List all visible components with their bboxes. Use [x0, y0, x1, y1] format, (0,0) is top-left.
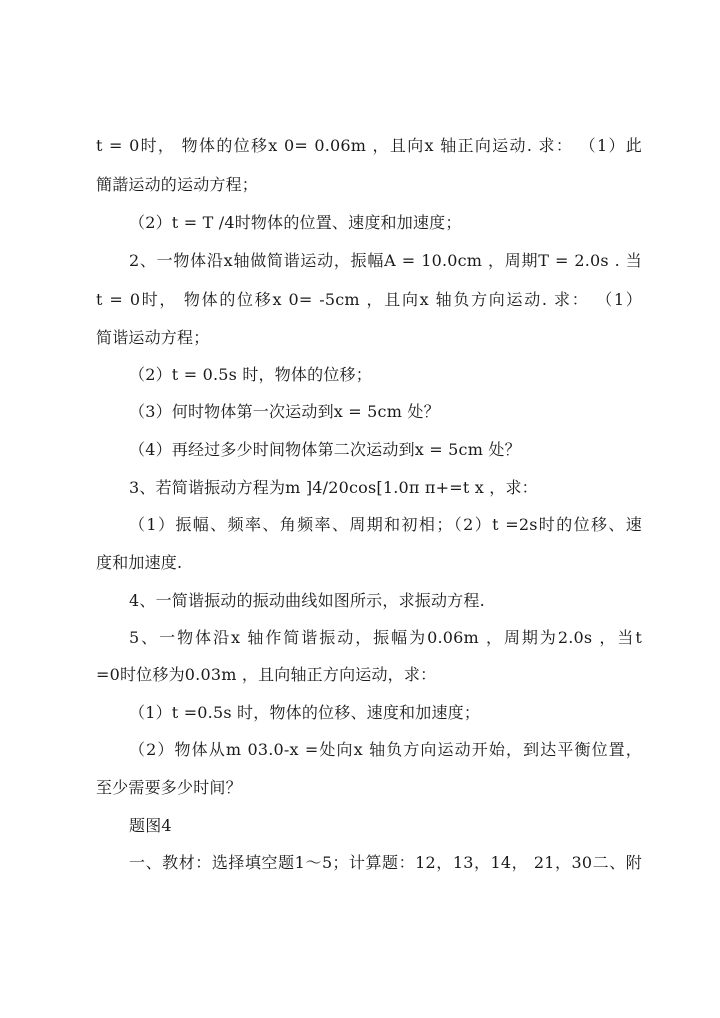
text-line-2: 簡諧运动的运动方程； [96, 175, 259, 194]
text-line-7: （2）t = 0.5s 时，物体的位移； [129, 365, 372, 384]
text-line-4: 2、一物体沿x轴做简谐运动，振幅A = 10.0cm ，周期T = 2.0s . 当 [129, 251, 642, 270]
text-line-19: 题图4 [129, 816, 172, 835]
text-line-12: 度和加速度. [96, 553, 183, 572]
text-line-16: （1）t =0.5s 时，物体的位移、速度和加速度； [129, 703, 481, 722]
text-line-10: 3、若简谐振动方程为m ]4/20cos[1.0π π+=t x ，求： [129, 478, 538, 497]
text-line-15: =0时位移为0.03m ，且向轴正方向运动，求： [96, 665, 437, 684]
text-line-9: （4）再经过多少时间物体第二次运动到x = 5cm 处？ [129, 440, 521, 459]
text-line-11: （1）振幅、频率、角频率、周期和初相；（2）t =2s时的位移、速 [129, 515, 642, 534]
text-line-1: t = 0时， 物体的位移x 0= 0.06m ，且向x 轴正向运动. 求： （1）此 [96, 136, 642, 155]
text-line-20: 一、教材：选择填空题1～5；计算题：12，13，14， 21，30二、附 [129, 853, 642, 872]
text-line-5: t = 0时， 物体的位移x 0= -5cm ，且向x 轴负方向运动. 求： （1） [96, 290, 642, 309]
text-line-14: 5、一物体沿x 轴作简谐振动，振幅为0.06m ，周期为2.0s ，当t [129, 628, 642, 647]
text-line-17: （2）物体从m 03.0-x =处向x 轴负方向运动开始，到达平衡位置， [129, 740, 642, 759]
text-line-13: 4、一简谐振动的振动曲线如图所示，求振动方程. [129, 591, 485, 610]
text-line-3: （2）t = T /4时物体的位置、速度和加速度； [129, 213, 462, 232]
text-line-8: （3）何时物体第一次运动到x = 5cm 处？ [129, 402, 440, 421]
text-line-6: 简谐运动方程； [96, 328, 210, 347]
text-line-18: 至少需要多少时间？ [96, 778, 242, 797]
